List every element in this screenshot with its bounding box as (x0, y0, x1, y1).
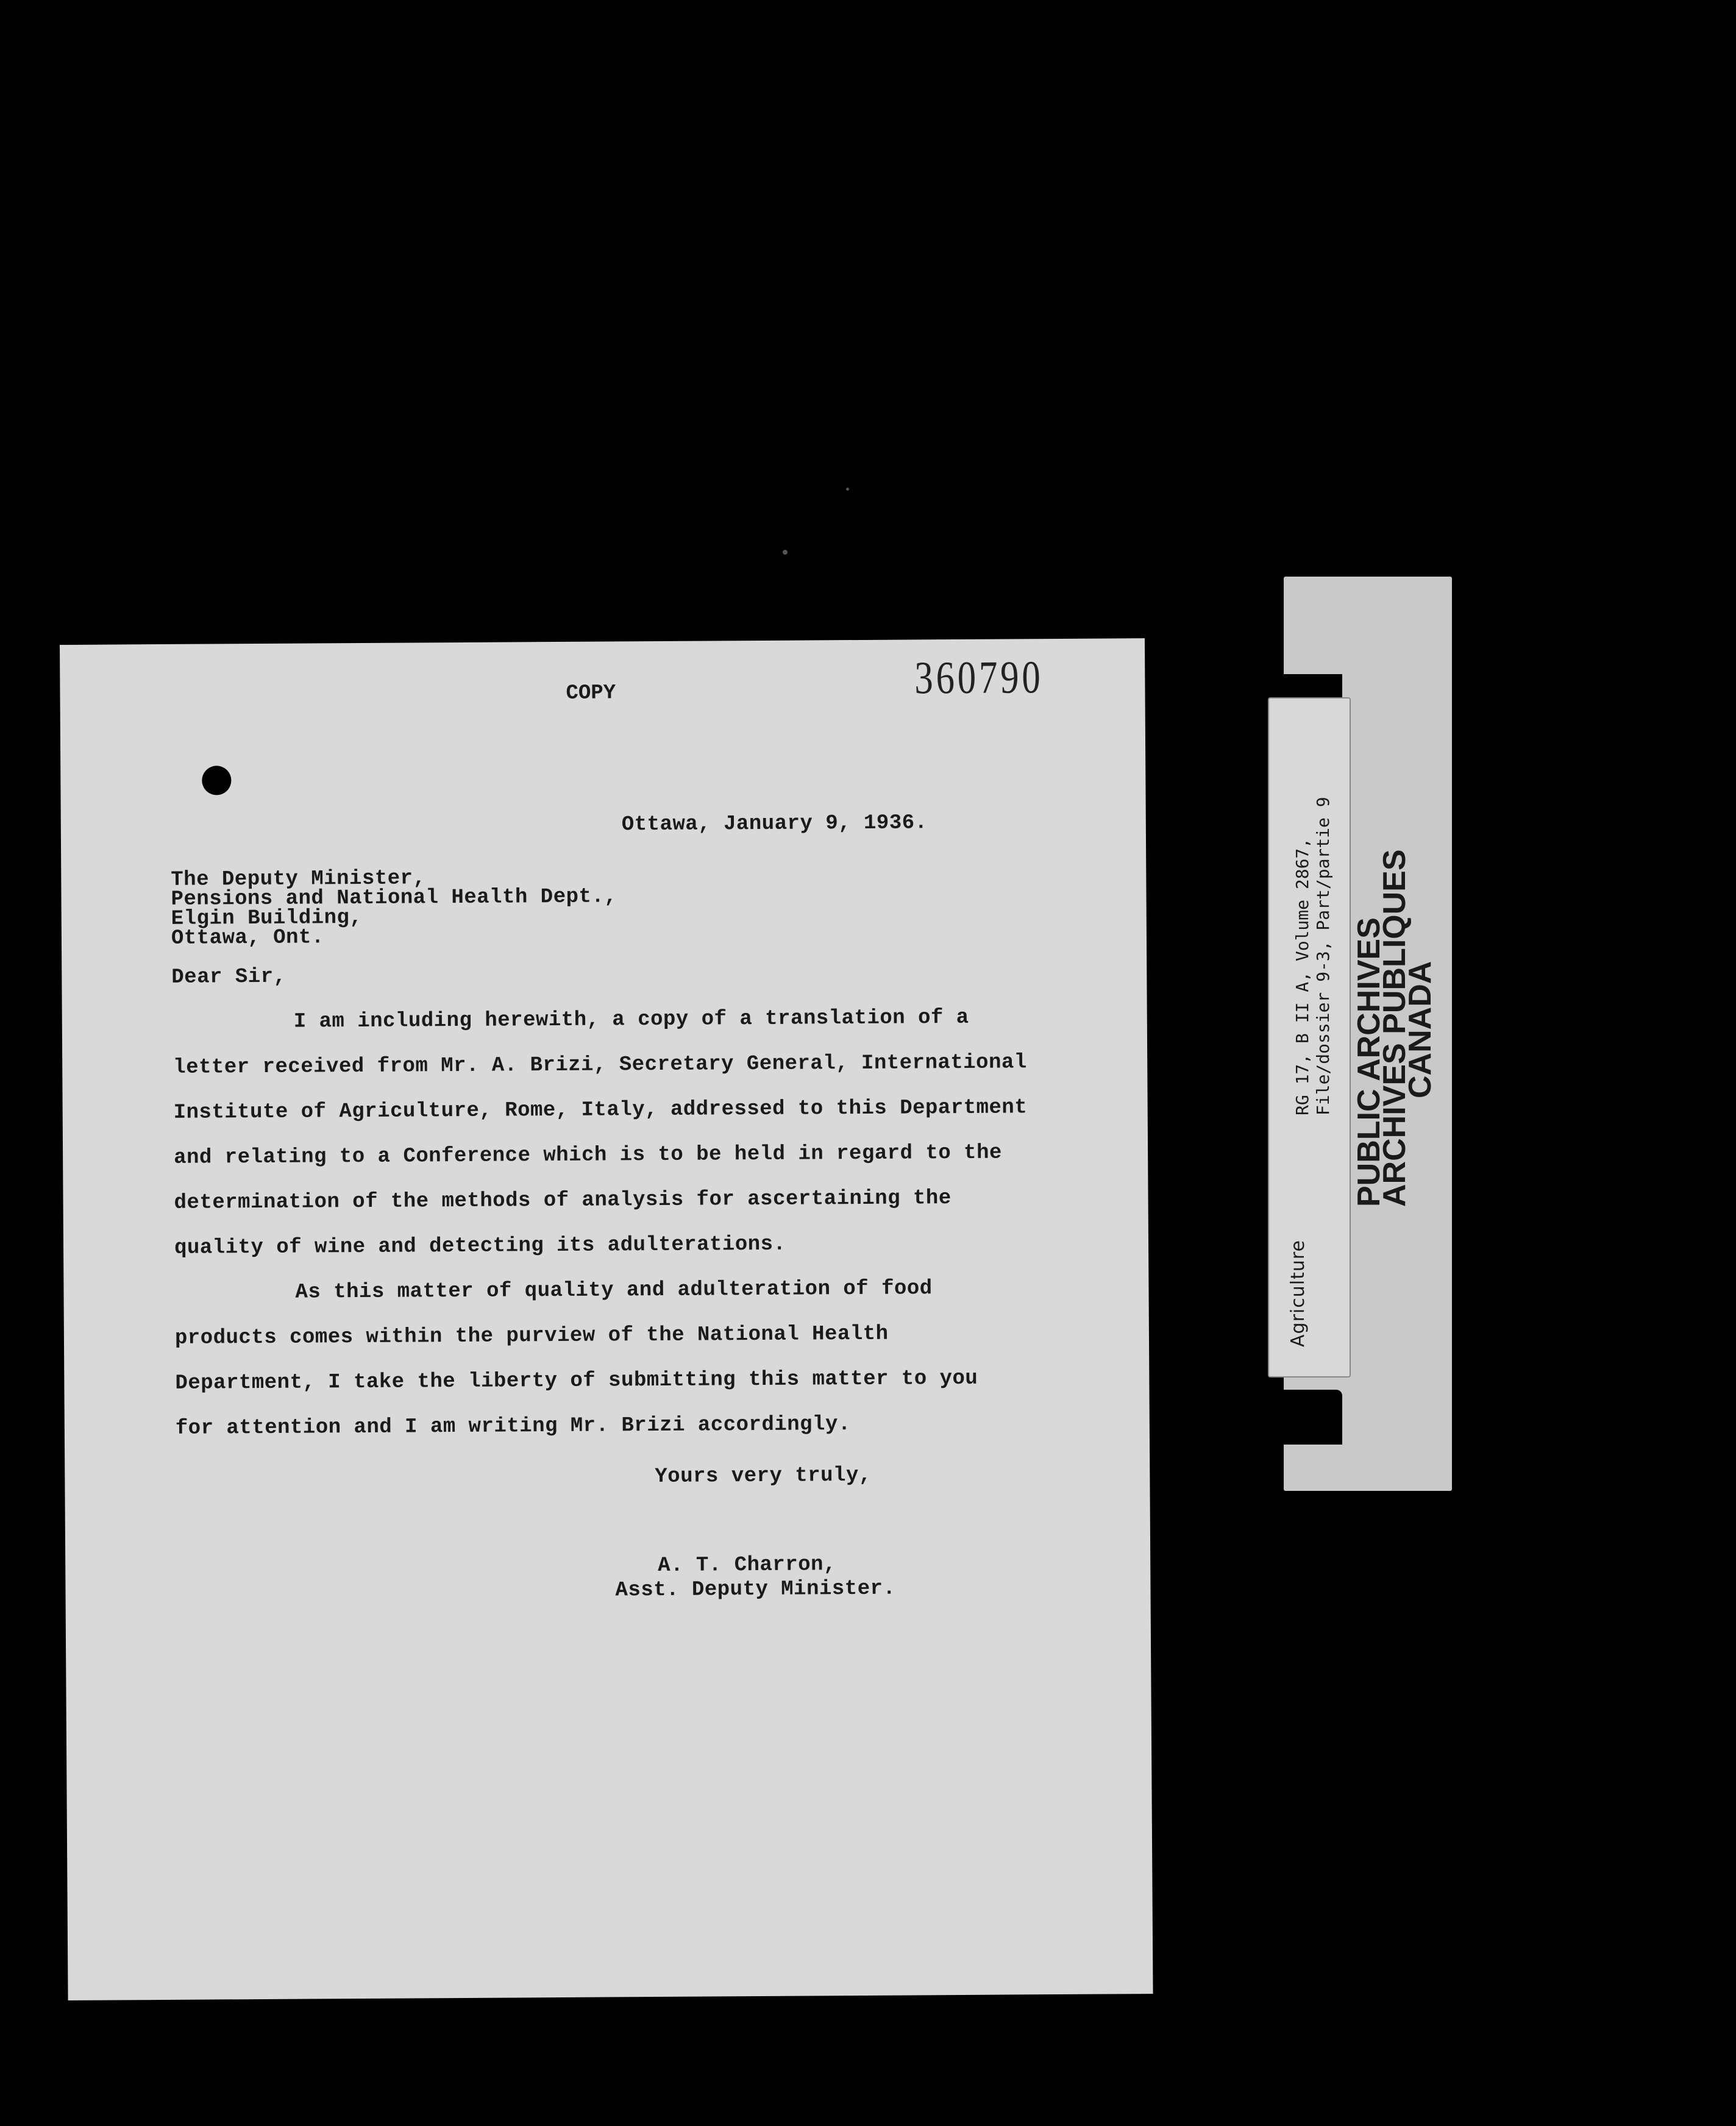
signature-name: A. T. Charron, (658, 1553, 837, 1578)
archives-name-fr: ARCHIVES PUBLIQUES (1377, 849, 1412, 1207)
film-speck (783, 550, 788, 555)
address-line: Ottawa, Ont. (171, 926, 324, 950)
archives-country: CANADA (1403, 961, 1438, 1098)
body-line: letter received from Mr. A. Brizi, Secretary General, International (173, 1051, 1027, 1079)
body-line: and relating to a Conference which is to be held in regard to the (174, 1141, 1002, 1170)
document-number-stamp: 360790 (914, 652, 1044, 704)
body-line: for attention and I am writing Mr. Brizi accordingly. (175, 1413, 851, 1440)
body-line: products comes within the purview of the National Health (174, 1322, 889, 1350)
film-speck (846, 488, 849, 491)
body-line: As this matter of quality and adulteration of food (295, 1277, 933, 1304)
punch-hole (202, 766, 231, 795)
body-line: determination of the methods of analysis for ascertaining the (174, 1187, 952, 1215)
closing: Yours very truly, (655, 1463, 872, 1489)
archive-reference-line: RG 17, B II A, Volume 2867, (1292, 837, 1312, 1115)
body-line: I am including herewith, a copy of a translation of a (293, 1006, 969, 1034)
salutation: Dear Sir, (171, 965, 286, 989)
signature-title: Asst. Deputy Minister. (615, 1577, 896, 1602)
address-line: The Deputy Minister, (171, 867, 426, 892)
body-line: Department, I take the liberty of submitting this matter to you (175, 1367, 978, 1395)
body-line: Institute of Agriculture, Rome, Italy, addressed to this Department (173, 1096, 1028, 1125)
letter-date: Ottawa, January 9, 1936. (621, 811, 928, 837)
body-line: quality of wine and detecting its adulterations. (174, 1232, 786, 1260)
archive-department: Agriculture (1287, 1240, 1309, 1347)
copy-label: COPY (566, 681, 616, 705)
address-line: Pensions and National Health Dept., (171, 885, 617, 911)
address-line: Elgin Building, (171, 906, 363, 931)
archives-name-en: PUBLIC ARCHIVES (1351, 917, 1387, 1207)
tab-notch (1272, 1390, 1342, 1445)
archive-reference-line: File/dossier 9-3, Part/partie 9 (1313, 797, 1333, 1115)
letter-page (60, 638, 1153, 2000)
